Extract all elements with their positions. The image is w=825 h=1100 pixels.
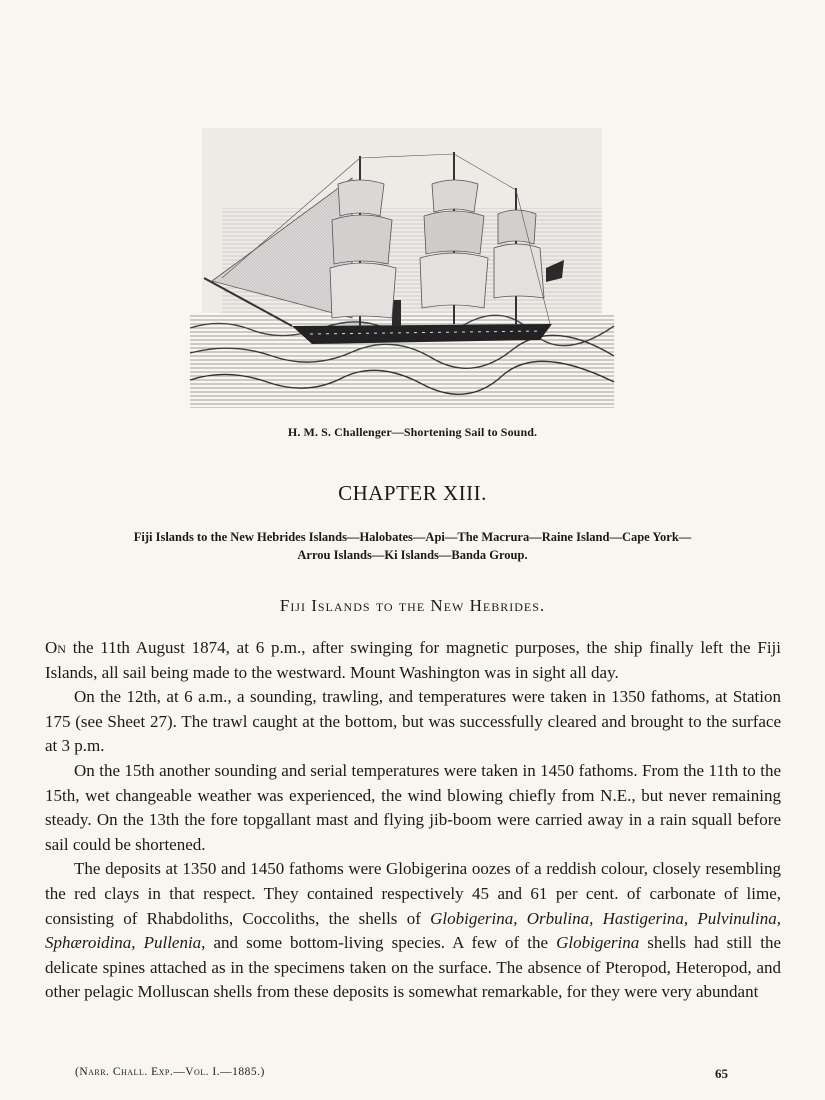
paragraph-1-text: the 11th August 1874, at 6 p.m., after swinging for magnetic purposes, the ship finally left the Fiji Islands, all sail being made to the westward. Mount Washington was in sight all day. <box>45 638 781 682</box>
body-text <box>45 636 781 1005</box>
paragraph-3: On the 15th another sounding and serial temperatures were taken in 1450 fathoms. From the 11th to the 15th, wet changeable weather was experienced, the wind blowing chiefly from N.E., but never remaining steady. On the 13th the fore topgallant mast and flying jib-boom were carried away in a rain squall before sail could be shortened. <box>45 760 781 854</box>
paragraph-4-genera: Globigerina, Orbulina, Hastigerina, Pulvinulina, Sphæroidina, Pullenia, <box>45 908 781 953</box>
chapter-summary-line-2: Arrou Islands—Ki Islands—Banda Group. <box>297 548 528 562</box>
chapter-title: CHAPTER XIII. <box>338 481 487 505</box>
page-number: 65 <box>715 1066 728 1081</box>
ship-engraving <box>182 118 622 418</box>
chapter-summary-line-1: Fiji Islands to the New Hebrides Islands—Halobates—Api—The Macrura—Raine Island—Cape York— <box>133 530 692 544</box>
paragraph-2: On the 12th, at 6 a.m., a sounding, trawling, and temperatures were taken in 1350 fathoms, at Station 175 (see Sheet 27). The trawl caught at the bottom, but was successfully cleared and brought to the surface at 3 p.m. <box>45 687 781 756</box>
chapter-summary <box>60 528 765 564</box>
footer-note: (Narr. Chall. Exp.—Vol. I.—1885.) <box>75 1066 265 1078</box>
figure-caption: H. M. S. Challenger—Shortening Sail to Sound. <box>287 425 538 439</box>
paragraph-1 <box>45 636 781 685</box>
paragraph-4-part-1: The deposits at 1350 and 1450 fathoms were Globigerina oozes of a reddish colour, closely resembling the red clays in that respect. They contained respectively 45 and 61 per cent. of carbonate of lime, consisting of Rhabdoliths, Coccoliths, the shells of <box>45 859 781 928</box>
paragraph-4-part-3: shells had still the delicate spines attached as in the specimens taken on the surface. The absence of Pteropod, Heteropod, and other pelagic Molluscan shells from these deposits is somewhat remarkable, for they were very abundant <box>45 933 781 1002</box>
paragraph-4-part-2: and some bottom-living species. A few of the <box>205 933 557 953</box>
paragraph-4 <box>45 857 781 1005</box>
section-heading: Fiji Islands to the New Hebrides. <box>279 596 546 615</box>
paragraph-4-globigerina: Globigerina <box>556 933 640 953</box>
paragraph-1-lead: On <box>45 638 66 657</box>
